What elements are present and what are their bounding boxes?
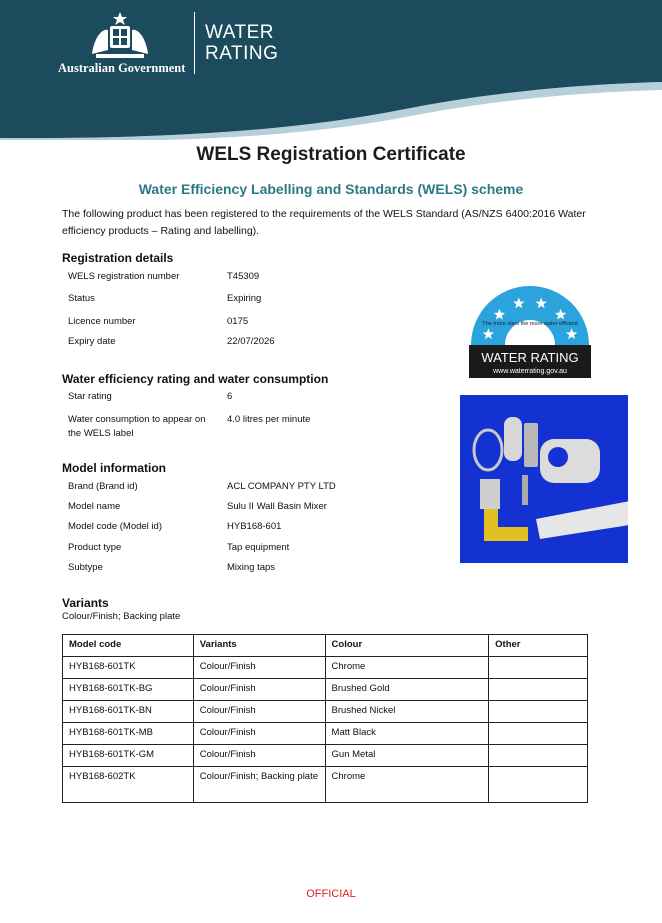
- header-divider: [194, 12, 195, 74]
- water-consumption-value: 4.0 litres per minute: [227, 414, 311, 425]
- cell-variants: Colour/Finish; Backing plate: [193, 767, 325, 803]
- table-row: [63, 657, 588, 679]
- page-subtitle: Water Efficiency Labelling and Standards (WELS) scheme: [138, 181, 524, 197]
- cell-variants: Colour/Finish: [193, 745, 325, 767]
- subtype-label: Subtype: [68, 562, 103, 573]
- cell-colour: Matt Black: [325, 723, 489, 745]
- cell-other: [489, 657, 588, 679]
- table-row: [63, 701, 588, 723]
- expiry-date-value: 22/07/2026: [227, 336, 275, 347]
- product-type-label: Product type: [68, 542, 122, 553]
- coat-of-arms-icon: [80, 10, 160, 62]
- star-rating-label: Star rating: [68, 391, 112, 402]
- brand-value: ACL COMPANY PTY LTD: [227, 481, 336, 492]
- cell-model-code: HYB168-601TK: [63, 657, 194, 679]
- efficiency-heading: Water efficiency rating and water consumption: [62, 372, 329, 386]
- cell-colour: Chrome: [325, 657, 489, 679]
- cell-model-code: HYB168-602TK: [63, 767, 194, 803]
- column-header-variants: Variants: [193, 635, 325, 657]
- column-header-other: Other: [489, 635, 588, 657]
- government-name: Australian Government: [58, 61, 186, 75]
- cell-variants: Colour/Finish: [193, 679, 325, 701]
- cell-other: [489, 723, 588, 745]
- cell-other: [489, 745, 588, 767]
- cell-model-code: HYB168-601TK-BG: [63, 679, 194, 701]
- licence-number-label: Licence number: [68, 316, 136, 327]
- cell-colour: Brushed Nickel: [325, 701, 489, 723]
- variants-heading: Variants: [62, 596, 109, 610]
- water-consumption-label: Water consumption to appear on the WELS label: [68, 414, 206, 439]
- header-banner: [0, 0, 662, 140]
- column-header-model-code: Model code: [63, 635, 194, 657]
- model-name-label: Model name: [68, 501, 121, 512]
- cell-variants: Colour/Finish: [193, 701, 325, 723]
- cell-colour: Gun Metal: [325, 745, 489, 767]
- table-row: [63, 767, 588, 803]
- cell-model-code: HYB168-601TK-GM: [63, 745, 194, 767]
- cell-other: [489, 701, 588, 723]
- badge-stars-text: The more stars the more water efficient: [482, 321, 578, 327]
- cell-variants: Colour/Finish: [193, 723, 325, 745]
- registration-number-label: WELS registration number: [68, 271, 180, 282]
- status-value: Expiring: [227, 293, 262, 304]
- cell-other: [489, 679, 588, 701]
- water-rating-badge: [469, 283, 591, 378]
- registration-number-value: T45309: [227, 271, 260, 282]
- model-heading: Model information: [62, 461, 166, 475]
- cell-variants: Colour/Finish: [193, 657, 325, 679]
- program-title-line1: WATER: [205, 22, 274, 43]
- badge-title: WATER RATING: [481, 350, 579, 365]
- page-title: WELS Registration Certificate: [196, 144, 466, 165]
- status-label: Status: [68, 293, 95, 304]
- cell-colour: Brushed Gold: [325, 679, 489, 701]
- product-photo: [460, 395, 628, 563]
- model-code-value: HYB168-601: [227, 521, 282, 532]
- cell-colour: Chrome: [325, 767, 489, 803]
- cell-model-code: HYB168-601TK-BN: [63, 701, 194, 723]
- product-type-value: Tap equipment: [227, 542, 290, 553]
- table-header-row: [63, 635, 588, 657]
- licence-number-value: 0175: [227, 316, 249, 327]
- table-row: [63, 679, 588, 701]
- program-title: [205, 22, 278, 64]
- table-row: [63, 745, 588, 767]
- column-header-colour: Colour: [325, 635, 489, 657]
- variants-table: [62, 634, 588, 803]
- model-name-value: Sulu II Wall Basin Mixer: [227, 501, 327, 512]
- expiry-date-label: Expiry date: [68, 336, 116, 347]
- subtype-value: Mixing taps: [227, 562, 276, 573]
- model-code-label: Model code (Model id): [68, 521, 162, 532]
- badge-url: www.waterrating.gov.au: [493, 368, 567, 375]
- intro-paragraph: The following product has been registered to the requirements of the WELS Standard (AS/NZS 6400:2016 Water efficiency products – Rating and labelling).: [62, 208, 586, 237]
- program-title-line2: RATING: [205, 43, 279, 64]
- cell-model-code: HYB168-601TK-MB: [63, 723, 194, 745]
- cell-other: [489, 767, 588, 803]
- registration-heading: Registration details: [62, 251, 174, 265]
- classification-label: OFFICIAL: [306, 888, 356, 900]
- star-rating-value: 6: [227, 391, 233, 402]
- brand-label: Brand (Brand id): [68, 481, 138, 492]
- table-row: [63, 723, 588, 745]
- variants-subheading: Colour/Finish; Backing plate: [62, 611, 181, 622]
